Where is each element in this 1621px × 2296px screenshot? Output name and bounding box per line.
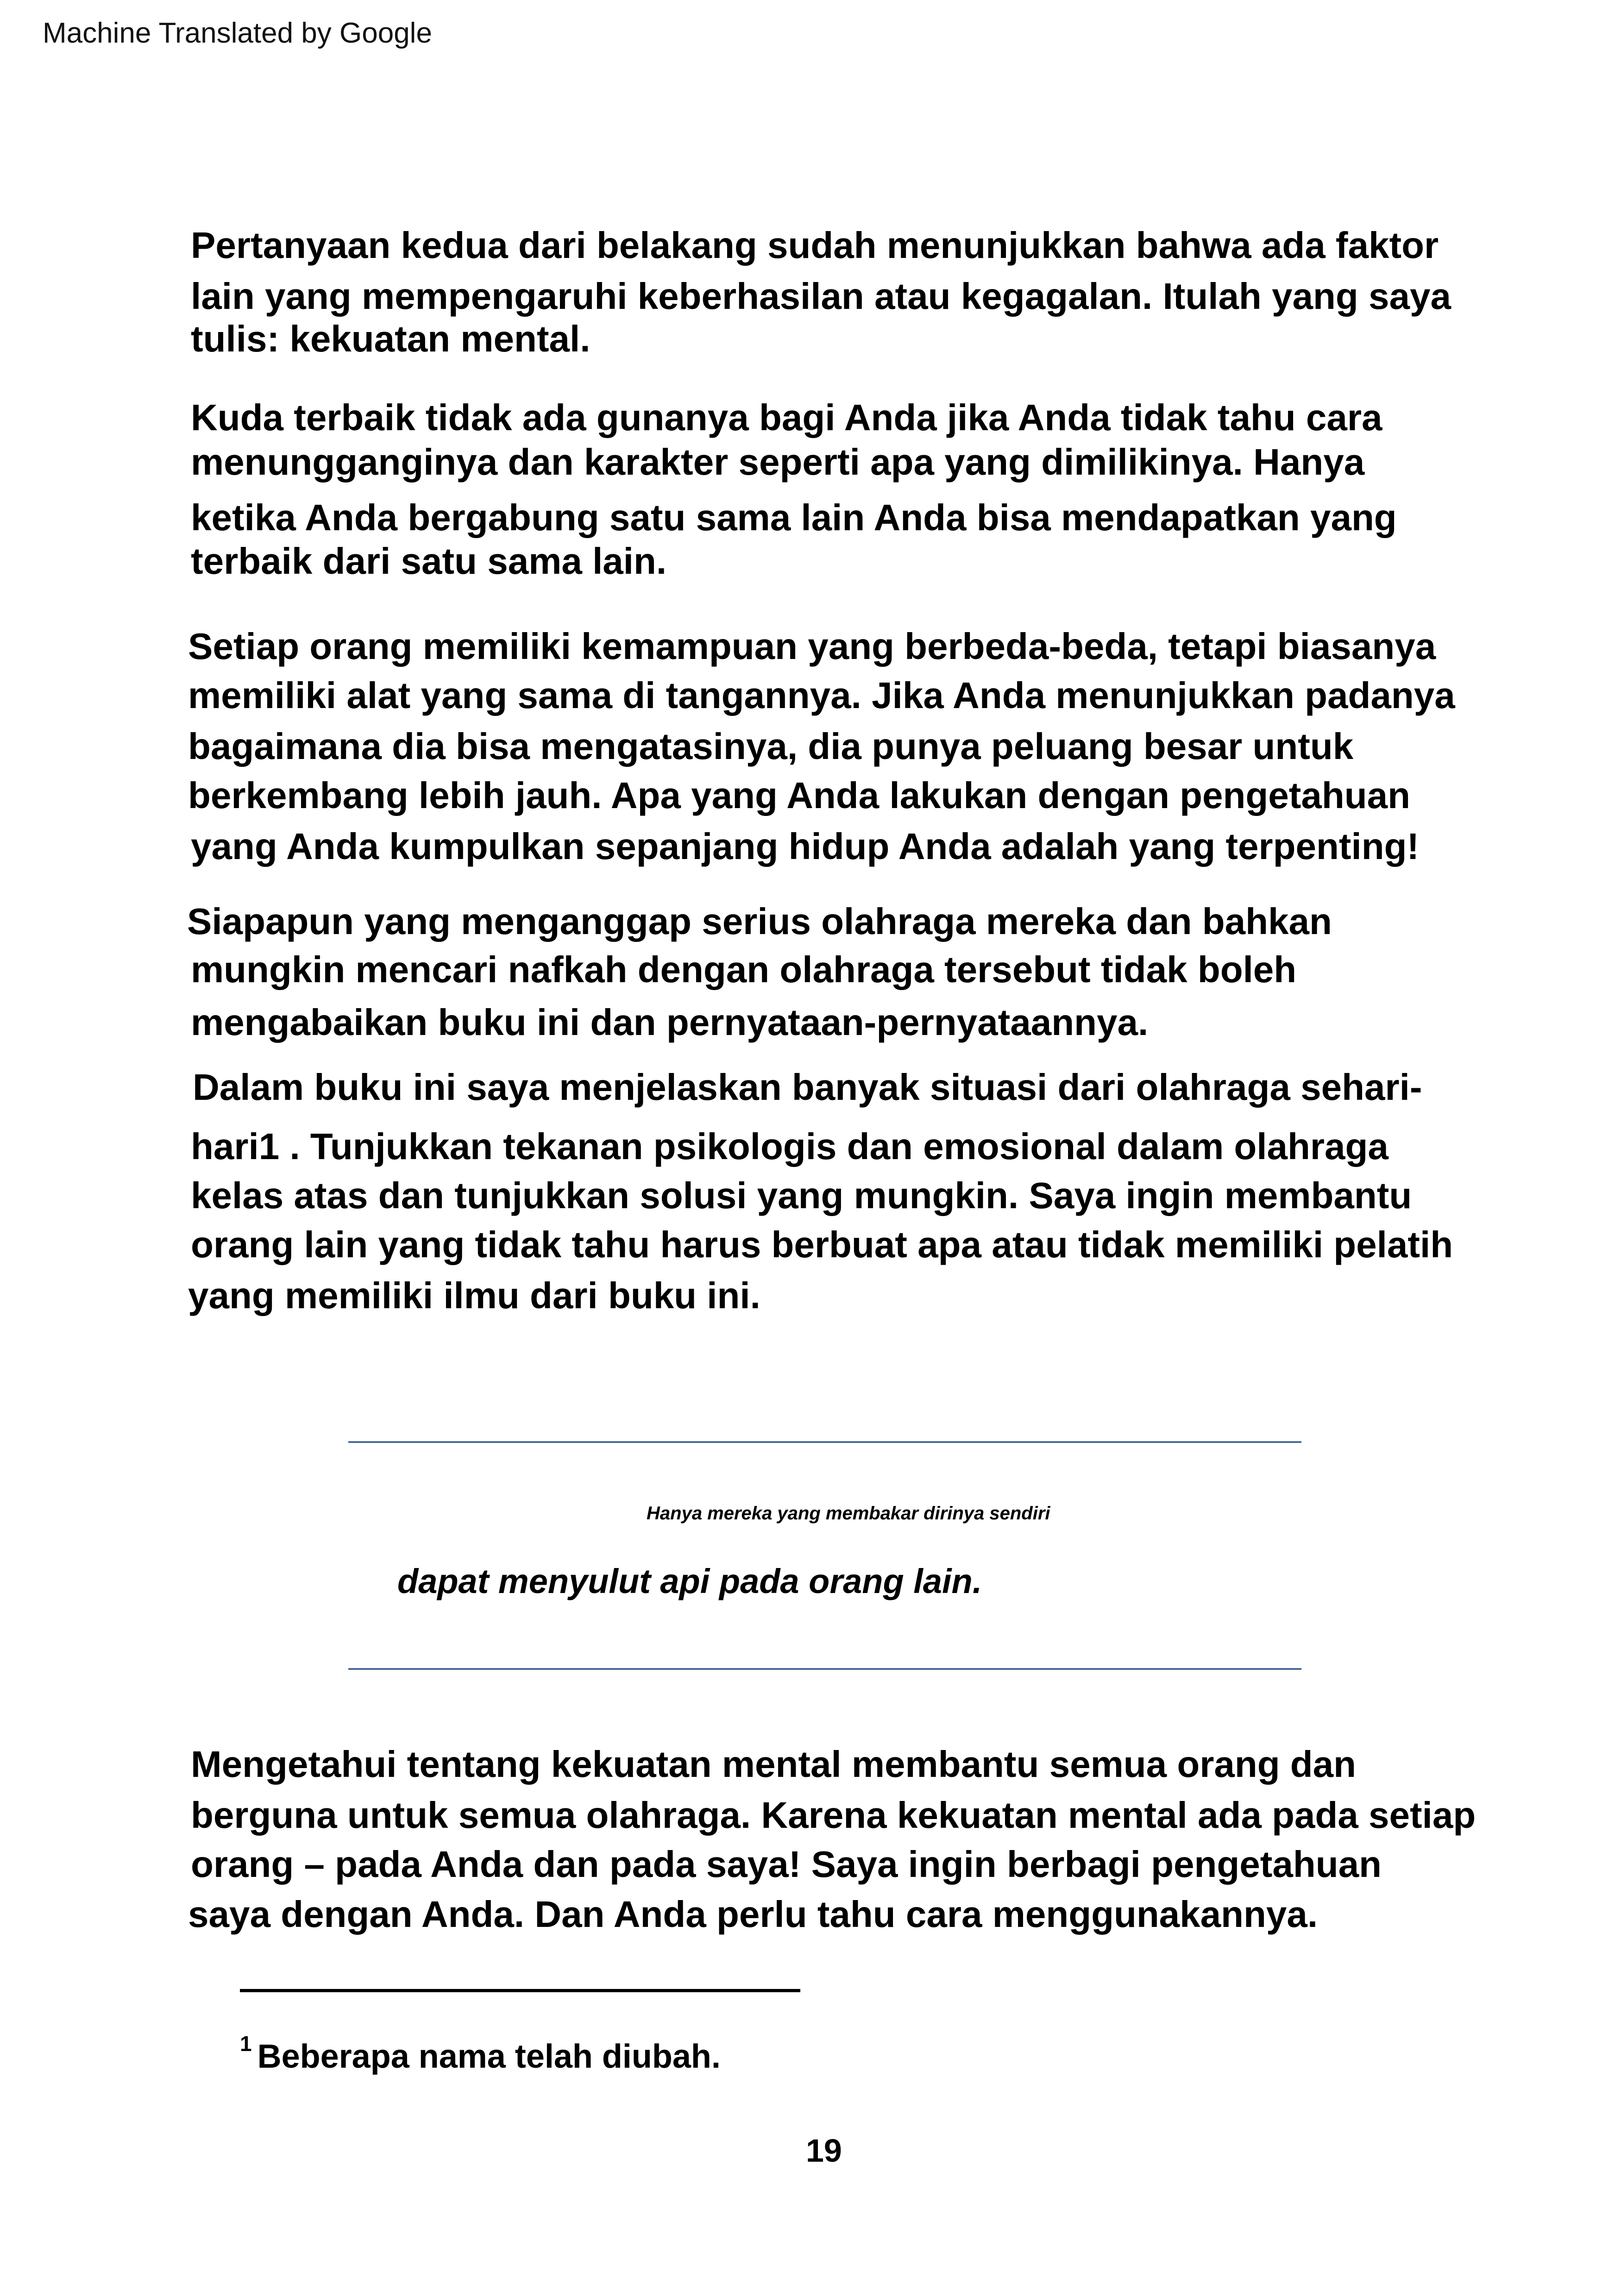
paragraph-line: Dalam buku ini saya menjelaskan banyak situasi dari olahraga sehari- — [193, 1066, 1422, 1108]
paragraph-line: saya dengan Anda. Dan Anda perlu tahu cara menggunakannya. — [188, 1894, 1318, 1935]
paragraph-line: Pertanyaan kedua dari belakang sudah menunjukkan bahwa ada faktor — [191, 225, 1439, 266]
paragraph-line: ketika Anda bergabung satu sama lain Anda bisa mendapatkan yang — [191, 497, 1397, 538]
paragraph-line: berguna untuk semua olahraga. Karena kekuatan mental ada pada setiap — [191, 1794, 1476, 1836]
paragraph-line: terbaik dari satu sama lain. — [191, 540, 667, 582]
paragraph-line: yang Anda kumpulkan sepanjang hidup Anda adalah yang terpenting! — [191, 826, 1420, 867]
footnote — [240, 2031, 721, 2076]
paragraph-line: yang memiliki ilmu dari buku ini. — [188, 1275, 760, 1316]
paragraph-line: mengabaikan buku ini dan pernyataan-pernyataannya. — [191, 1002, 1149, 1043]
quote-line-1: Hanya mereka yang membakar dirinya sendiri — [647, 1503, 1050, 1524]
paragraph-line: mungkin mencari nafkah dengan olahraga tersebut tidak boleh — [191, 949, 1297, 990]
paragraph-line: memiliki alat yang sama di tangannya. Jika Anda menunjukkan padanya — [188, 675, 1455, 716]
paragraph-line: tulis: kekuatan mental. — [191, 318, 591, 359]
paragraph-line: menungganginya dan karakter seperti apa yang dimilikinya. Hanya — [191, 441, 1365, 483]
paragraph-line: orang – pada Anda dan pada saya! Saya ingin berbagi pengetahuan — [191, 1844, 1382, 1885]
footnote-separator — [240, 1989, 800, 1992]
paragraph-line: lain yang mempengaruhi keberhasilan atau kegagalan. Itulah yang saya — [191, 276, 1451, 317]
paragraph-line: hari1 . Tunjukkan tekanan psikologis dan emosional dalam olahraga — [191, 1126, 1389, 1167]
page-number: 19 — [806, 2133, 842, 2169]
footnote-marker: 1 — [240, 2031, 252, 2056]
paragraph-line: Siapapun yang menganggap serius olahraga mereka dan bahkan — [187, 901, 1332, 942]
paragraph-line: bagaimana dia bisa mengatasinya, dia punya peluang besar untuk — [188, 726, 1354, 767]
footnote-text: Beberapa nama telah diubah. — [257, 2038, 721, 2075]
quote-bottom-rule — [348, 1668, 1301, 1670]
paragraph-line: Kuda terbaik tidak ada gunanya bagi Anda jika Anda tidak tahu cara — [191, 397, 1382, 438]
machine-translation-note: Machine Translated by Google — [43, 17, 432, 49]
paragraph-line: kelas atas dan tunjukkan solusi yang mungkin. Saya ingin membantu — [191, 1175, 1412, 1216]
quote-line-2: dapat menyulut api pada orang lain. — [397, 1562, 982, 1600]
paragraph-line: orang lain yang tidak tahu harus berbuat apa atau tidak memiliki pelatih — [191, 1224, 1453, 1265]
paragraph-line: berkembang lebih jauh. Apa yang Anda lakukan dengan pengetahuan — [188, 775, 1410, 816]
paragraph-line: Mengetahui tentang kekuatan mental membantu semua orang dan — [191, 1744, 1357, 1785]
paragraph-line: Setiap orang memiliki kemampuan yang berbeda-beda, tetapi biasanya — [188, 626, 1436, 667]
quote-top-rule — [348, 1441, 1301, 1443]
